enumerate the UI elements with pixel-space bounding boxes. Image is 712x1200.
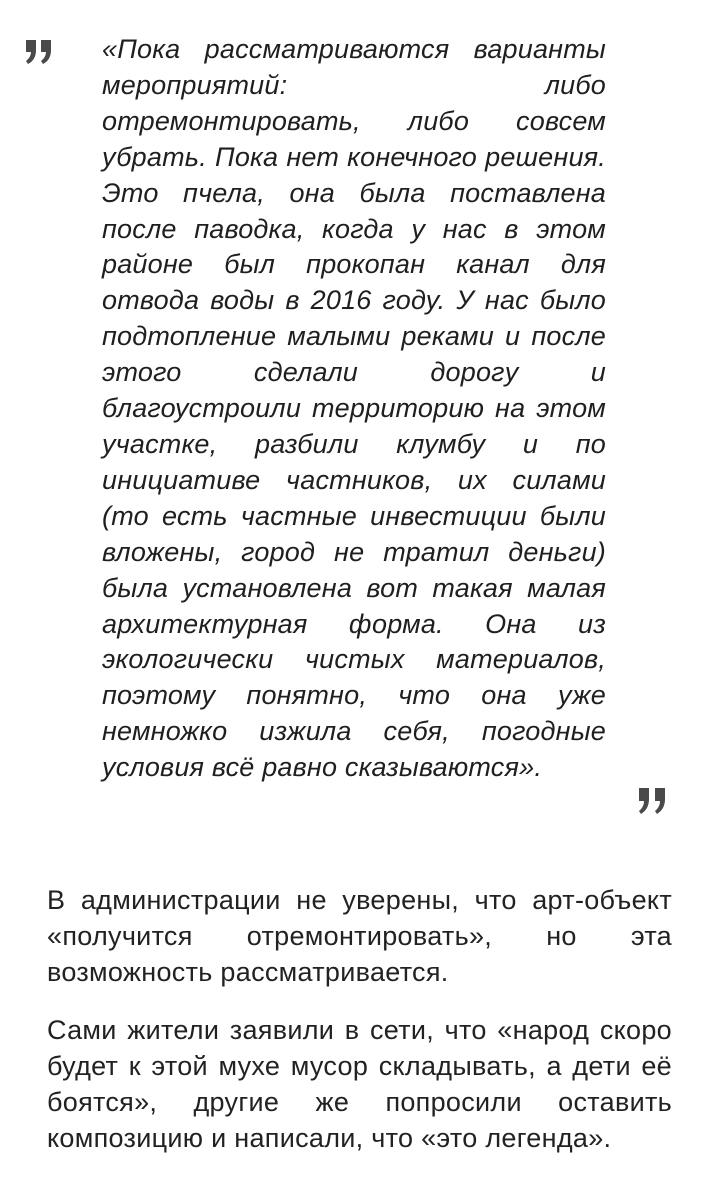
quote-open-icon <box>24 38 54 66</box>
quote-text: «Пока рассматриваются варианты мероприятий: либо отремонтировать, либо совсем убрать. Пока нет конечного решения. Это пчела, она была поставлена после паводка, когда у нас в этом районе был прокопан канал для отвода воды в 2016 году. У нас было подтопление малыми реками и после этого сделали дорогу и благоустроили территорию на этом участке, разбили клумбу и по инициативе частников, их силами (то есть частные инвестиции были вложены, город не тратил деньги) была установлена вот такая малая архитектурная форма. Она из экологически чистых материалов, поэтому понятно, что она уже немножко изжила себя, погодные условия всё равно сказываются». <box>102 34 606 783</box>
article-paragraph: В администрации не уверены, что арт-объект «получится отремонтировать», но эта возможность рассматривается. <box>47 885 672 987</box>
article-paragraph: Сами жители заявили в сети, что «народ скоро будет к этой мухе мусор складывать, а дети её боятся», другие же попросили оставить композицию и написали, что «это легенда». <box>47 1015 672 1153</box>
quote-close-icon <box>637 786 669 816</box>
